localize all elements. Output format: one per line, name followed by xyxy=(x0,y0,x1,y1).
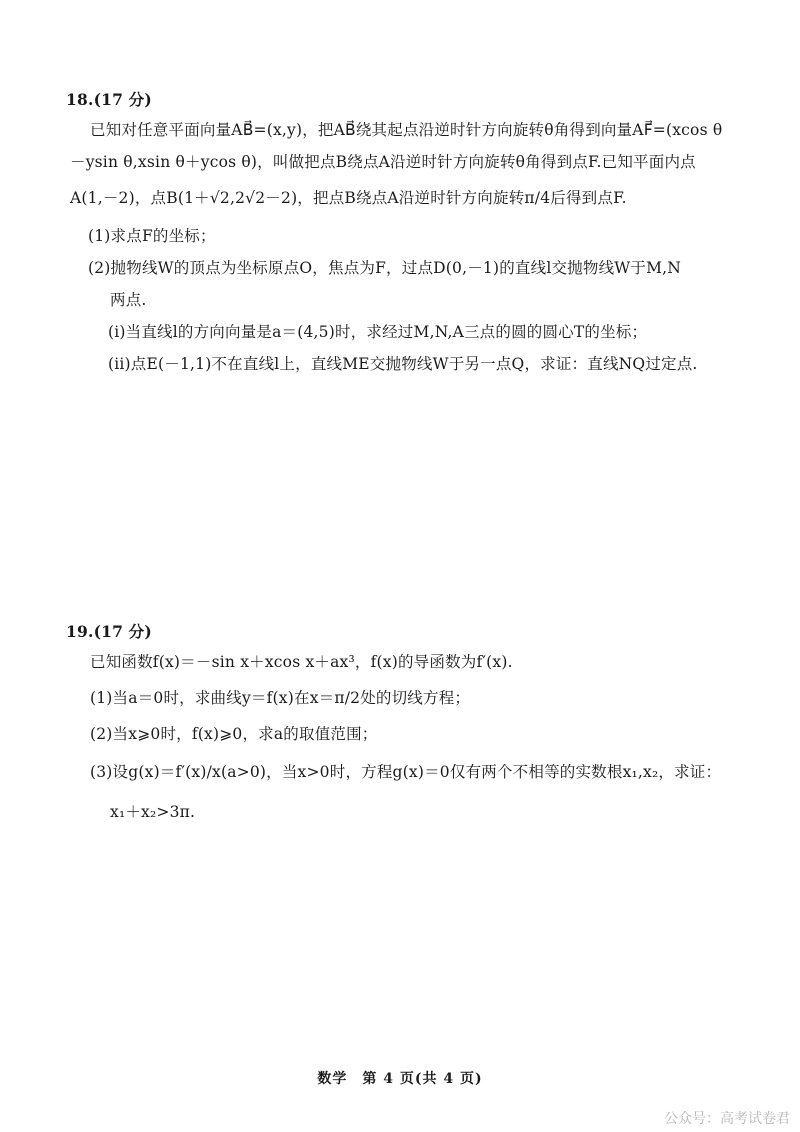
q18-part2-line-1: (2)抛物线W的顶点为坐标原点O，焦点为F，过点D(0,－1)的直线l交抛物线W于M,N xyxy=(88,259,682,277)
q19-header: 19.(17 分) xyxy=(66,622,152,641)
q18-part2-ii: (ii)点E(－1,1)不在直线l上，直线ME交抛物线W于另一点Q，求证：直线NQ过定点. xyxy=(108,355,698,373)
page-footer: 数学 第 4 页(共 4 页) xyxy=(317,1071,483,1087)
watermark: 公众号：高考试卷君 xyxy=(664,1111,790,1127)
q18-part2-i: (i)当直线l的方向向量是a＝(4,5)时，求经过M,N,A三点的圆的圆心T的坐标； xyxy=(108,323,648,341)
q18-part2-line-2: 两点. xyxy=(110,291,147,309)
q18-part1: (1)求点F的坐标； xyxy=(88,227,216,245)
q19-stem: 已知函数f(x)＝－sin x＋xcos x＋ax³，f(x)的导函数为f′(x). xyxy=(90,653,513,671)
q19-part3-line-2: x₁＋x₂>3π. xyxy=(110,803,196,821)
q19-part2: (2)当x⩾0时，f(x)⩾0，求a的取值范围； xyxy=(90,725,378,743)
q18-stem-line-1: 已知对任意平面向量AB⃗=(x,y)，把AB⃗绕其起点沿逆时针方向旋转θ角得到向量AF⃗=(xcos θ xyxy=(90,121,723,139)
q18-header: 18.(17 分) xyxy=(66,90,152,109)
q19-part1: (1)当a＝0时，求曲线y＝f(x)在x＝π/2处的切线方程； xyxy=(90,689,471,707)
q19-part3-line-1: (3)设g(x)＝f′(x)/x(a>0)，当x>0时，方程g(x)＝0仅有两个不相等的实数根x₁,x₂，求证： xyxy=(90,763,722,781)
q18-stem-line-2: －ysin θ,xsin θ＋ycos θ)，叫做把点B绕点A沿逆时针方向旋转θ角得到点F.已知平面内点 xyxy=(70,153,696,171)
q18-stem-line-3: A(1,－2)，点B(1＋√2,2√2－2)，把点B绕点A沿逆时针方向旋转π/4后得到点F. xyxy=(70,189,627,207)
